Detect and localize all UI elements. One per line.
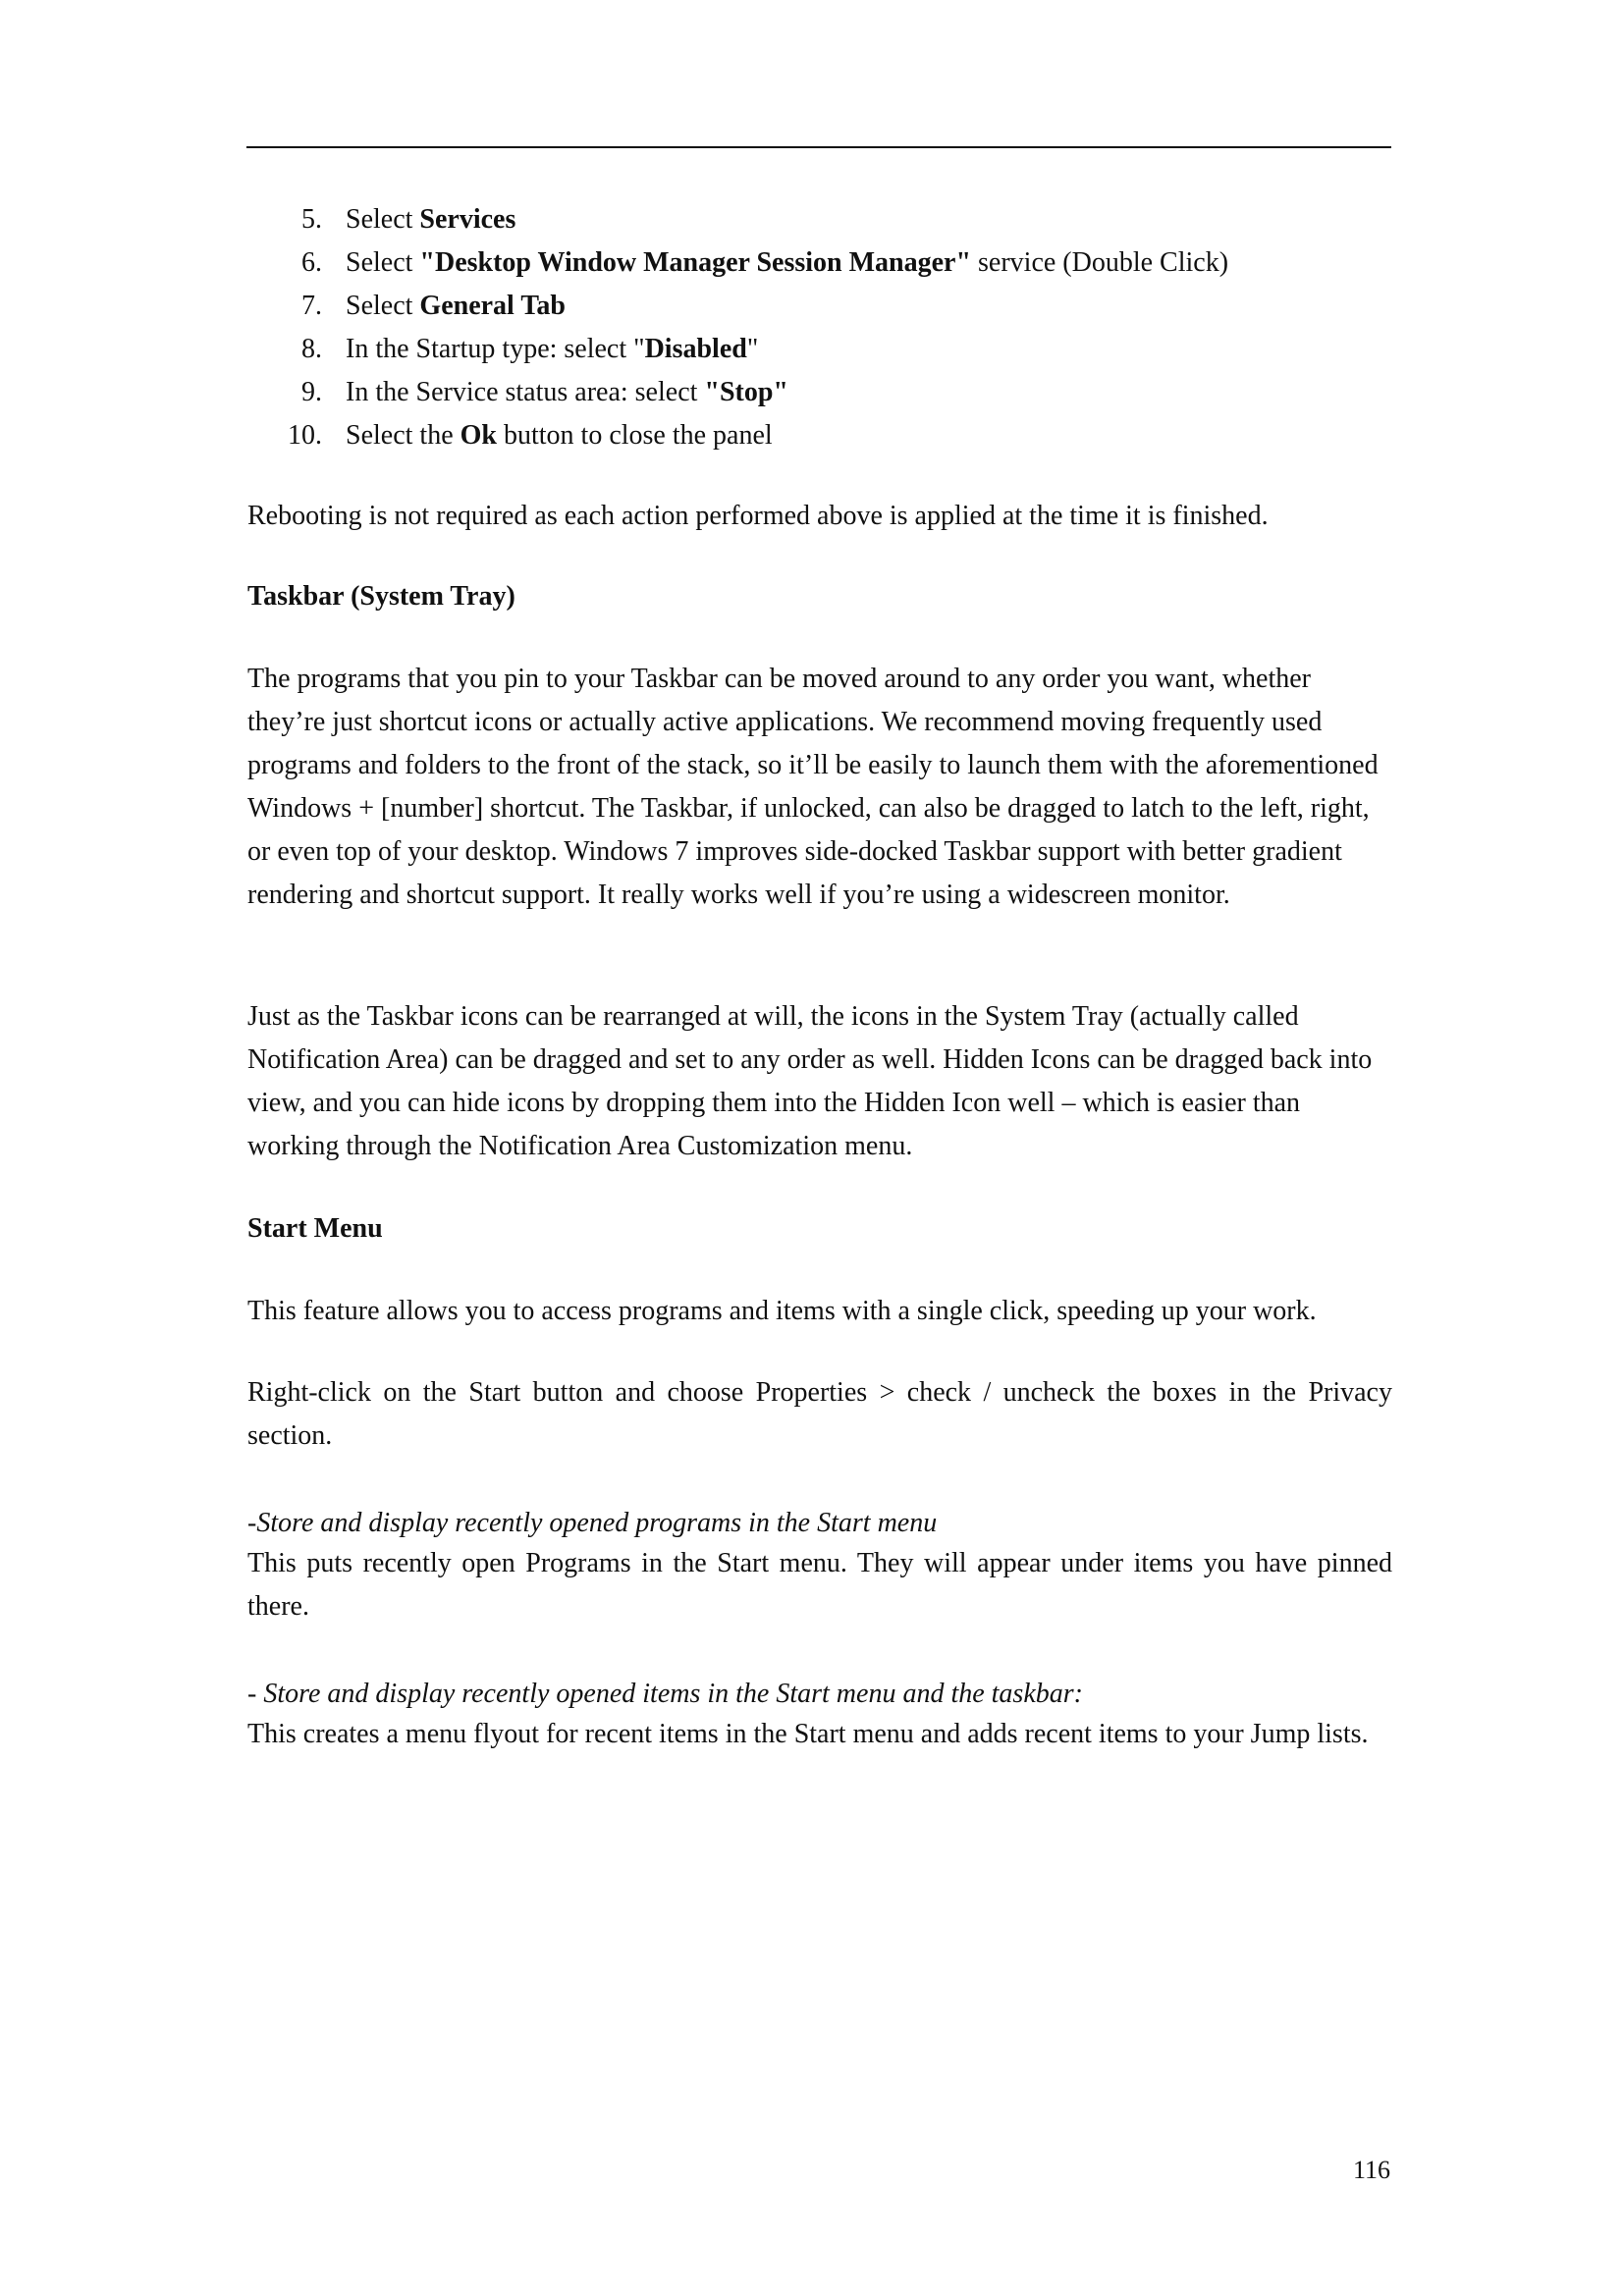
- start-menu-heading: Start Menu: [247, 1213, 383, 1244]
- list-item: [247, 371, 1392, 414]
- step-number: 9.: [301, 377, 322, 407]
- option-1-text: This puts recently open Programs in the Start menu. They will appear under items you have pinned there.: [247, 1548, 1392, 1622]
- rebooting-note: Rebooting is not required as each action performed above is applied at the time it is finished.: [247, 501, 1269, 531]
- step-number: 6.: [301, 247, 322, 278]
- step-text: Select the Ok button to close the panel: [346, 420, 773, 451]
- list-item: [247, 198, 1392, 241]
- step-text: Select Services: [346, 204, 516, 235]
- option-2-text: This creates a menu flyout for recent items in the Start menu and adds recent items to your Jump lists.: [247, 1719, 1369, 1749]
- step-number: 8.: [301, 334, 322, 364]
- steps-list: [247, 198, 1392, 457]
- step-text: In the Startup type: select "Disabled": [346, 334, 759, 364]
- step-text: In the Service status area: select "Stop": [346, 377, 788, 407]
- list-item: [247, 414, 1392, 457]
- list-item: [247, 328, 1392, 371]
- taskbar-paragraph-1: The programs that you pin to your Taskbar can be moved around to any order you want, whether they’re just shortcut icons or actually active applications. We recommend moving frequently used programs and folders to the front of the stack, so it’ll be easily to launch them with the aforementioned Windows + [number] shortcut. The Taskbar, if unlocked, can also be dragged to latch to the left, right, or even top of your desktop. Windows 7 improves side-docked Taskbar support with better gradient rendering and shortcut support. It really works well if you’re using a widescreen monitor.: [247, 664, 1379, 910]
- start-menu-paragraph-1: This feature allows you to access programs and items with a single click, speeding up your work.: [247, 1296, 1317, 1326]
- step-text: Select "Desktop Window Manager Session Manager" service (Double Click): [346, 247, 1229, 278]
- step-number: 10.: [288, 420, 322, 451]
- step-number: 5.: [301, 204, 322, 235]
- list-item: [247, 285, 1392, 328]
- list-item: [247, 241, 1392, 285]
- page-number: 116: [1352, 2156, 1390, 2184]
- step-number: 7.: [301, 291, 322, 321]
- option-1-title: -Store and display recently opened programs in the Start menu: [247, 1508, 938, 1538]
- step-text: Select General Tab: [346, 291, 567, 321]
- header-rule: [246, 146, 1391, 148]
- option-2-title: - Store and display recently opened items in the Start menu and the taskbar:: [247, 1679, 1083, 1709]
- start-menu-paragraph-2: Right-click on the Start button and choose Properties > check / uncheck the boxes in the Privacy section.: [247, 1377, 1392, 1451]
- taskbar-paragraph-2: Just as the Taskbar icons can be rearranged at will, the icons in the System Tray (actually called Notification Area) can be dragged and set to any order as well. Hidden Icons can be dragged back into view, and you can hide icons by dropping them into the Hidden Icon well – which is easier than working through the Notification Area Customization menu.: [247, 1001, 1373, 1161]
- taskbar-heading: Taskbar (System Tray): [247, 581, 515, 612]
